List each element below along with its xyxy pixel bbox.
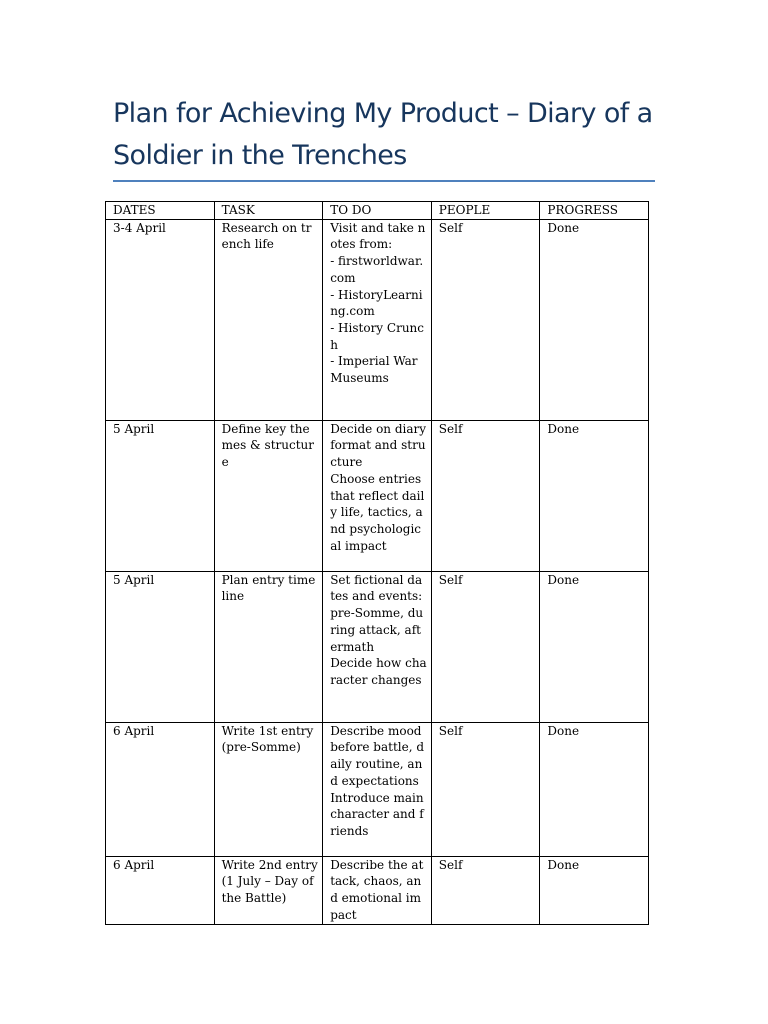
- todo-line: Visit and take notes from:: [330, 220, 426, 252]
- cell-todo: [323, 219, 432, 420]
- cell-progress: Done: [540, 420, 649, 571]
- cell-people: Self: [431, 219, 540, 420]
- todo-line: Describe mood before battle, daily routine, and expectations: [330, 723, 425, 788]
- cell-todo: [323, 722, 432, 856]
- table-row: [106, 420, 649, 571]
- todo-line: - History Crunch: [330, 320, 424, 352]
- header-dates: DATES: [106, 202, 215, 220]
- plan-table: [105, 201, 649, 925]
- table-row: [106, 856, 649, 924]
- cell-task: Write 1st entry (pre-Somme): [214, 722, 323, 856]
- table-row: [106, 571, 649, 722]
- table-row: [106, 219, 649, 420]
- cell-dates: 6 April: [106, 856, 215, 924]
- cell-people: Self: [431, 420, 540, 571]
- title-underline: [113, 180, 655, 182]
- cell-todo: [323, 571, 432, 722]
- todo-line: - firstworldwar.com: [330, 254, 424, 285]
- cell-dates: 6 April: [106, 722, 215, 856]
- table-row: [106, 722, 649, 856]
- cell-dates: 5 April: [106, 420, 215, 571]
- page-title: Plan for Achieving My Product – Diary of a Soldier in the Trenches: [113, 98, 653, 171]
- cell-people: Self: [431, 722, 540, 856]
- cell-task: Plan entry timeline: [214, 571, 323, 722]
- header-todo: TO DO: [323, 202, 432, 220]
- header-progress: PROGRESS: [540, 202, 649, 220]
- table-header-row: [106, 202, 649, 220]
- cell-todo: [323, 420, 432, 571]
- cell-task: Define key themes & structure: [214, 420, 323, 571]
- todo-line: - Imperial War Museums: [330, 354, 418, 386]
- cell-progress: Done: [540, 571, 649, 722]
- cell-people: Self: [431, 571, 540, 722]
- cell-todo: [323, 856, 432, 924]
- todo-line: Decide how character changes: [330, 656, 427, 687]
- cell-task: Research on trench life: [214, 219, 323, 420]
- todo-line: - HistoryLearning.com: [330, 287, 423, 319]
- header-task: TASK: [214, 202, 323, 220]
- todo-line: Decide on diary format and structure: [330, 421, 427, 470]
- todo-line: Choose entries that reflect daily life, tactics, and psychological impact: [330, 471, 425, 553]
- cell-dates: 3-4 April: [106, 219, 215, 420]
- cell-progress: Done: [540, 722, 649, 856]
- todo-line: Set fictional dates and events: pre-Somme, during attack, aftermath: [330, 572, 424, 654]
- cell-progress: Done: [540, 856, 649, 924]
- todo-line: Introduce main character and friends: [330, 790, 424, 838]
- todo-line: Describe the attack, chaos, and emotional impact: [330, 857, 424, 922]
- cell-dates: 5 April: [106, 571, 215, 722]
- cell-progress: Done: [540, 219, 649, 420]
- cell-task: Write 2nd entry (1 July – Day of the Battle): [214, 856, 323, 924]
- header-people: PEOPLE: [431, 202, 540, 220]
- cell-people: Self: [431, 856, 540, 924]
